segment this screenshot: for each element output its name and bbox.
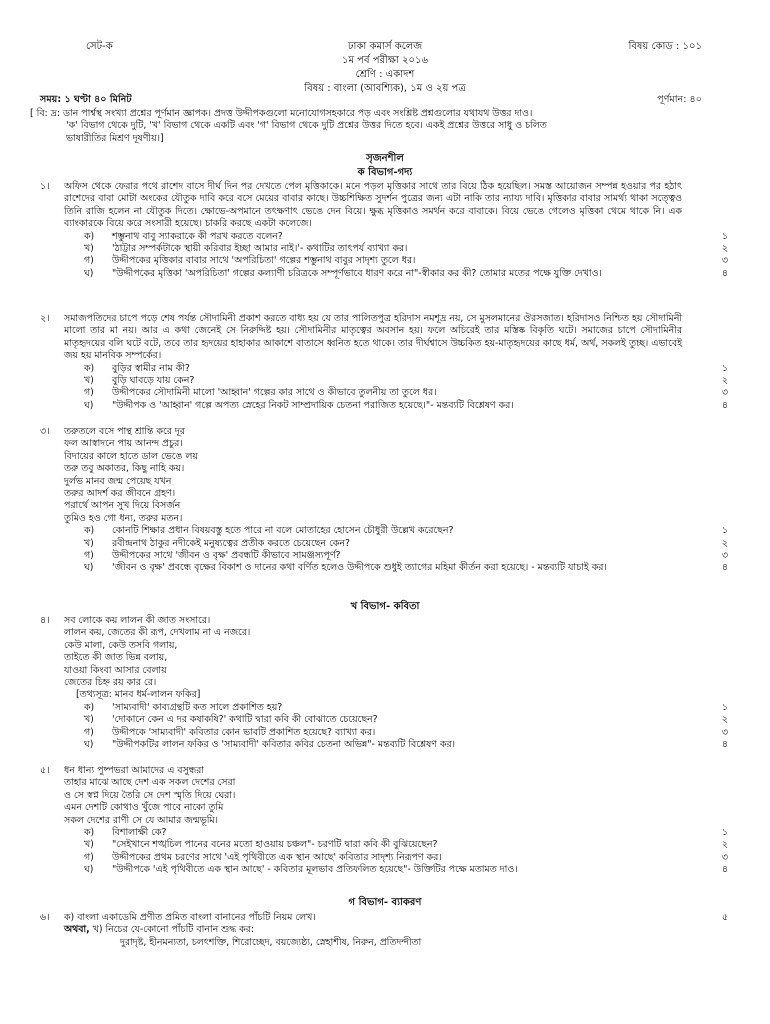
instructions	[30, 108, 714, 145]
subject-label: বিষয় : বাংলা (আবশ্যিক), ১ম ও ২য় পত্র	[304, 83, 466, 94]
poem-line: ফল আস্বাদনে পায় আনন্দ প্রচুর।	[64, 438, 183, 450]
sub-question: ক) বিশালাক্ষী কে? ১	[84, 827, 728, 839]
poem	[64, 615, 730, 702]
sub-question: খ) রবীন্দ্রনাথ ঠাকুর নদীকেই মনুষ্যত্বের প্রতীক করতে চেয়েছেন কেন? ২	[84, 537, 728, 549]
poem-line: তরু তবু অকাতর, কিছু নাহি কয়।	[64, 463, 185, 475]
mark: ১	[721, 230, 728, 242]
question-number: ৬।	[40, 912, 50, 923]
poem-line: সকল দেশের রাণী সে যে আমার জন্মভূমি।	[64, 814, 218, 826]
poem-line: ও সে স্বপ্ন দিয়ে তৈরি সে দেশ স্মৃতি দিয়ে ঘেরা।	[64, 789, 236, 801]
question-5	[40, 765, 730, 877]
mark: ৪	[721, 399, 728, 411]
sub-question: ঘ) "উদ্দীপক ও 'আহ্বান' গল্পে অপত্য স্নেহের নিকট সাম্প্রদায়িক চেতনা পরাজিত হয়েছে।"- মন্তব্যটি বিশ্লেষণ কর। ৪	[84, 399, 728, 411]
poem-line: পরার্থে আপন সুখ দিয়ে বিসর্জন	[64, 500, 181, 512]
mark: ২	[721, 537, 728, 549]
set-label: সেট-ক	[86, 41, 113, 52]
poem-line: তরুতলে বসে পান্থ শ্রান্তি করে দূর	[64, 426, 185, 437]
poem-line: ধন ধান্য পুষ্পভরা আমাদের এ বসুন্ধরা	[64, 765, 205, 776]
poem-line: কেউ মালা, কেউ তসবি গলায়,	[64, 639, 178, 651]
instruction-line: ভাষারীতির মিশ্রণ দূষণীয়।]	[66, 132, 164, 144]
question-2	[40, 313, 730, 412]
sub-question: ঘ) "উদ্দীপকে 'এই পৃথিবীতে এক স্থান আছে' - কবিতার মূলভাব প্রতিফলিত হয়েছে"- উক্তিটির পক্ষে মতামত দাও। ৪	[84, 864, 728, 876]
mark: ২	[721, 714, 728, 726]
section-kha: খ বিভাগ- কবিতা	[350, 601, 420, 612]
mark: ১	[721, 701, 728, 713]
question-number: ৩।	[40, 426, 50, 437]
question-1	[40, 181, 730, 280]
mark: ১	[721, 525, 728, 537]
sub-question: ঘ) 'জীবন ও বৃক্ষ' প্রবন্ধে বৃক্ষের বিকাশ ও দানের কথা বর্ণিত হলেও উদ্দীপকে শুধুই ত্যাগের মহিমা কীর্তন করা হয়েছে। - মন্তব্যটি যাচাই কর। ৪	[84, 562, 728, 574]
sub-question: ক) কোনটি শিক্ষার প্রধান বিষয়বস্তু হতে পারে না বলে মোতাহের হোসেন চৌধুরী উল্লেখ করেছেন? ১	[84, 525, 728, 537]
sub-question: খ) "সেইখানে শঙ্খচিল পানের বনের মতো হাওয়ায় চঞ্চল"- চরণটি দ্বারা কবি কী বুঝিয়েছেন? ২	[84, 839, 728, 851]
poem-line: বিদায়ের কালে হাতে ডাল ভেঙে লয়	[64, 450, 198, 462]
sub-question: খ) 'ঠাট্টার সম্পর্কটাকে স্থায়ী করিবার ইচ্ছা আমার নাই।'- কথাটির তাৎপর্য ব্যাখ্যা কর। ২	[84, 243, 728, 255]
poem-line: দুর্লভ মানব জন্ম পেয়েছ যখন	[64, 475, 172, 487]
question-number: ২।	[40, 313, 50, 324]
alternative-question: অথবা, খ) নিচের যে-কোনো পাঁচটি বানান শুদ্ধ কর:	[64, 924, 254, 936]
mark: ৩	[721, 726, 728, 738]
mark: ৩	[721, 550, 728, 562]
poem-line: সব লোকে কয় লালন কী জাত সংসারে।	[64, 615, 211, 626]
section-ga: গ বিভাগ- ব্যাকরণ	[348, 897, 422, 908]
sub-question: খ) 'দোকানে কেন এ দর কষাকষি?' কথাটি দ্বারা কবি কী বোঝাতে চেয়েছেন? ২	[84, 714, 728, 726]
sub-question: গ) উদ্দীপকের সাথে 'জীবন ও বৃক্ষ' প্রবন্ধটি কীভাবে সামঞ্জস্যপূর্ণ? ৩	[84, 550, 728, 562]
mark: ১	[721, 362, 728, 374]
question-stem: সমাজপতিদের চাপে পড়ে শেষ পর্যন্ত সৌদামিনী প্রকাশ করতে বাধ্য হয় যে তার পালিতপুত্র হরিদাস নমশূদ্র নয়, সে মুসলমানের ঔরসজাত। হরিদাসও নিশ্চিত হয় সৌদামিনী মালো তার মা নয়। আর এ কথা জেনেই সে নিরুদ্দিষ্ট হয়। সৌদামিনীর মাতৃত্বের অবসান হয়। ফলে অচিরেই তার মস্তিষ্ক বিকৃতি ঘটে। সমাজের চাপে সৌদামিনীর মাতৃহৃদয়ের বলি ঘটে বটে, তবে তার হৃদয়ের হাহাকার আকাশে বাতাসে ধ্বনিত হতে থাকে। তার দীর্ঘশ্বাসে উচ্চকিত হয়-মাতৃহৃদয়ের কাছে ধর্ম, অর্থ, সকলই তুচ্ছ। এভাবেই জয় হয় মানবিক সম্পর্কের।	[64, 313, 682, 362]
question-number: ৫।	[40, 765, 50, 776]
poem-line: তাহার মাঝে আছে দেশ এক সকল দেশের সেরা	[64, 777, 236, 789]
sub-question: ক) বাংলা একাডেমি প্রণীত প্রমিত বাংলা বানানের পাঁচটি নিয়ম লেখ। ৫	[64, 912, 728, 923]
sub-question: ক) 'সাম্যবাদী' কাব্যগ্রন্থটি কত সালে প্রকাশিত হয়? ১	[84, 701, 728, 713]
mark: ৪	[721, 739, 728, 751]
poem-line: তাইতে কী জাত ভিন্ন বলায়,	[64, 652, 168, 664]
poem-source: [তথ্যসূত্র: মানব ধর্ম-লালন ফকির]	[76, 689, 201, 701]
subject-code: বিষয় কোড : ১০১	[628, 41, 702, 52]
question-6	[40, 912, 730, 949]
sub-question: গ) উদ্দীপকের সৌদামিনী মালো 'আহ্বান' গল্পের কার সাথে ও কীভাবে তুলনীয় তা তুলে ধর। ৩	[84, 387, 728, 399]
section-creative: সৃজনশীল	[366, 153, 404, 164]
poem-line: তরুর আদর্শ কর জীবনে গ্রহণ।	[64, 488, 176, 500]
mark: ২	[721, 375, 728, 387]
mark: ৫	[721, 912, 728, 923]
word-list: দুরাদৃষ্ট, হীনমন্যতা, চলৎশক্তি, শিরোচ্ছেদ, বয়জ্যেষ্ঠ্য, স্নেহাশীষ, নিরুন, প্রতিদন্দীতা	[120, 936, 422, 948]
poem-line: যাওয়া কিংবা আসার বেলায়	[64, 664, 167, 676]
instruction-line: 'ক' বিভাগ থেকে দুটি, 'খ' বিভাগ থেকে একটি এবং 'গ' বিভাগ থেকে দুটি প্রশ্নের উত্তর দিতে হবে। একই প্রশ্নের উত্তরে সাধু ও চলিত	[66, 120, 547, 132]
mark: ৪	[721, 562, 728, 574]
sub-question: গ) উদ্দীপকে 'সাম্যবাদী' কবিতার কোন ভাবটি প্রকাশিত হয়েছে? ব্যাখ্যা কর। ৩	[84, 726, 728, 738]
class-label: শ্রেণি : একাদশ	[355, 69, 415, 80]
sub-question: গ) উদ্দীপকের মৃত্তিকার বাবার সাথে 'অপরিচিতা' গল্পের শম্ভুনাথ বাবুর সাদৃশ্য তুলে ধর। ৩	[84, 255, 728, 267]
full-marks-label: পূর্ণমান: ৪০	[657, 94, 702, 105]
mark: ৩	[721, 387, 728, 399]
mark: ৩	[721, 851, 728, 863]
poem-line: এমন দেশটি কোথাও খুঁজে পাবে নাকো তুমি	[64, 802, 224, 814]
poem-line: লালন কয়, জেতের কী রূপ, দেখলাম না এ নজরে।	[64, 627, 251, 639]
question-3	[40, 426, 730, 575]
college-name: ঢাকা কমার্স কলেজ	[347, 41, 423, 52]
exam-header	[0, 40, 770, 96]
mark: ৪	[721, 267, 728, 279]
section-ka: ক বিভাগ-গদ্য	[357, 167, 413, 178]
question-number: ১।	[40, 181, 50, 192]
mark: ৪	[721, 864, 728, 876]
poem-line: জেতের চিহ্ন রয় কার রে।	[64, 677, 157, 689]
mark: ৩	[721, 255, 728, 267]
sub-question: ঘ) "উদ্দীপকটির লালন ফকির ও 'সাম্যবাদী' কবিতার কবির চেতনা অভিন্ন"- মন্তব্যটি বিশ্লেষণ কর। ৪	[84, 739, 728, 751]
sub-question: ঘ) "উদ্দীপকের মৃত্তিকা 'অপরিচিতা' গল্পের কল্যাণী চরিত্রকে সম্পূর্ণভাবে ধারণ করে না"-স্বীকার কর কী? তোমার মতের পক্ষে যুক্তি দেখাও। ৪	[84, 267, 728, 279]
sub-question: ক) বুড়ির স্বামীর নাম কী? ১	[84, 362, 728, 374]
mark: ২	[721, 839, 728, 851]
poem	[64, 765, 730, 827]
mark: ২	[721, 243, 728, 255]
question-4	[40, 615, 730, 751]
time-label: সময়: ১ ঘণ্টা ৪০ মিনিট	[40, 94, 132, 105]
sub-question: খ) বুড়ি ঘাবড়ে যায় কেন? ২	[84, 375, 728, 387]
question-number: ৪।	[40, 615, 50, 626]
sub-question: ক) শম্ভুনাথ বাবু স্যাকরাকে কী পরখ করতে বলেন? ১	[84, 230, 728, 242]
poem	[64, 426, 730, 525]
question-stem: অফিস থেকে ফেরার পথে রাশেদ বাসে দীর্ঘ দিন পর দেখতে পেল মৃত্তিকাকে। মনে পড়ল মৃত্তিকার সাথে তার বিয়ে ঠিক হয়েছিল। সমস্ত আয়োজন সম্পন্ন হওয়ার পর হঠাৎ রাশেদের বাবা মোটা অংকের যৌতুক দাবি করে বসে মেয়ের বাবার কাছে। উচ্চশিক্ষিত সুদর্শন পুত্রের জন্য এটা নাকি তার ন্যায্য দাবি। মৃত্তিকার বাবার সামর্থ্য থাকা সত্ত্বেও তিনি রাজি হলেন না যৌতুক দিতে। ক্ষোভে-অপমানে তৎক্ষণাৎ ভেঙে দেন বিয়ে। ক্ষুব্ধ মৃত্তিকাও সমর্থন করে বাবাকে। বিয়ে ভেঙে গেলেও মৃত্তিকা থেমে থাকে নি। এক ব্যাংকারকে বিয়ে করে সংসারী হয়েছে। চাকরি করছে একটা কলেজে।	[64, 181, 682, 230]
instruction-line: [ বি: দ্র: ডান পার্শ্বস্থ সংখ্যা প্রশ্নের পূর্ণমান জ্ঞাপক। প্রদত্ত উদ্দীপকগুলো মনোযোগসহকারে পড় এবং সংশ্লিষ্ট প্রশ্নগুলোর যথাযথ উত্তর দাও।	[30, 108, 533, 119]
mark: ১	[721, 827, 728, 839]
poem-line: তুমিও হও গো ধন্য, তরুর মতন।	[64, 512, 183, 524]
sub-question: গ) উদ্দীপকের প্রথম চরণের সাথে 'এই পৃথিবীতে এক স্থান আছে' কবিতার সাদৃশ্য নিরূপণ কর। ৩	[84, 851, 728, 863]
exam-title: ১ম পর্ব পরীক্ষা ২০১৬	[341, 55, 429, 66]
